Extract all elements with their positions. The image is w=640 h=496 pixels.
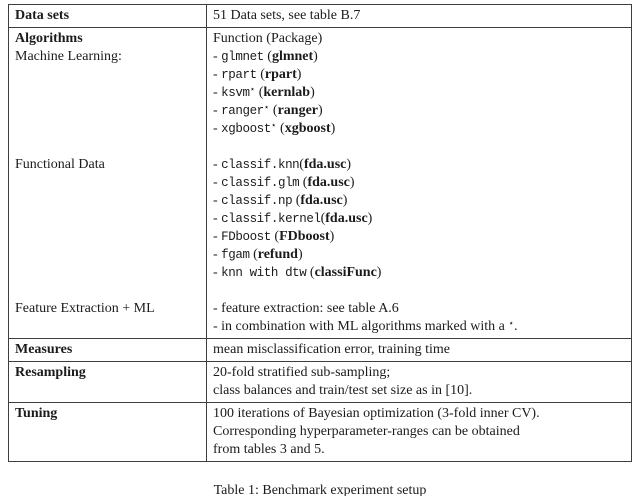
text-line (213, 84, 625, 102)
row-content-cell-measures (207, 339, 632, 362)
text-segment: Function (Package) (213, 31, 323, 46)
text-segment: ) (330, 121, 336, 136)
package-name: fda.usc (307, 175, 350, 190)
function-name: classif.np (221, 194, 293, 208)
text-segment: ( (276, 121, 285, 136)
text-line (15, 84, 200, 102)
text-line (15, 120, 200, 138)
text-segment: ⋆ (249, 84, 256, 94)
text-segment: ( (299, 175, 308, 190)
row-label-cell-resampling (9, 362, 207, 403)
text-line (15, 192, 200, 210)
text-segment: - (213, 157, 222, 172)
text-line (213, 441, 625, 459)
text-segment: - (213, 67, 222, 82)
text-segment: ⋆ (263, 102, 270, 112)
text-segment: - in combination with ML algorithms marked with a (213, 319, 509, 334)
table-body (9, 5, 632, 462)
text-line (213, 210, 625, 228)
function-name: classif.kernel (221, 212, 321, 226)
text-line (213, 382, 625, 400)
benchmark-setup-table (8, 4, 632, 462)
text-segment: ( (292, 193, 301, 208)
row-label-cell-data-sets (9, 5, 207, 28)
text-segment: - (213, 85, 222, 100)
text-line (15, 102, 200, 120)
text-line (213, 423, 625, 441)
text-segment: ) (342, 193, 348, 208)
text-line: Feature Extraction + ML (15, 301, 155, 316)
text-segment: mean misclassification error, training time (213, 342, 450, 357)
function-name: FDboost (221, 230, 271, 244)
text-line (15, 318, 200, 336)
text-line (213, 30, 625, 48)
text-segment: - feature extraction: see table A.6 (213, 301, 399, 316)
row-content-cell-tuning (207, 403, 632, 462)
package-name: fda.usc (325, 211, 368, 226)
text-segment: Corresponding hyperparameter-ranges can be obtained (213, 424, 520, 439)
row-label-cell-algorithms (9, 28, 207, 339)
package-name: rpart (264, 67, 297, 82)
text-segment: ) (297, 247, 303, 262)
table-row-resampling (9, 362, 632, 403)
row-content-cell-resampling (207, 362, 632, 403)
text-line (213, 102, 625, 120)
text-line (213, 7, 625, 25)
text-segment: - (213, 103, 222, 118)
row-content-cell-data-sets (207, 5, 632, 28)
row-label-cell-tuning (9, 403, 207, 462)
function-name: xgboost (221, 122, 271, 136)
package-name: fda.usc (303, 157, 347, 172)
text-segment: ) (367, 211, 373, 226)
text-line (15, 282, 200, 300)
text-segment: ( (306, 265, 315, 280)
text-line (15, 246, 200, 264)
text-segment: ( (249, 247, 258, 262)
text-segment: ( (270, 229, 280, 244)
function-name: glmnet (221, 50, 264, 64)
text-line (213, 156, 625, 174)
text-line (15, 423, 200, 441)
function-name: rpart (221, 68, 257, 82)
text-segment: 51 Data sets, see table B.7 (213, 8, 361, 23)
text-line: Data sets (15, 8, 70, 23)
text-segment: ) (296, 67, 302, 82)
text-segment: ) (346, 157, 352, 172)
text-line: Algorithms (15, 31, 83, 46)
text-line (15, 174, 200, 192)
package-name: FDboost (279, 229, 330, 244)
text-line (213, 300, 625, 318)
text-line (213, 66, 625, 84)
function-name: ranger (221, 104, 264, 118)
package-name: xgboost (284, 121, 331, 136)
table-row-tuning (9, 403, 632, 462)
table-row-algorithms (9, 28, 632, 339)
text-segment: - (213, 49, 222, 64)
package-name: refund (257, 247, 298, 262)
row-content-cell-algorithms (207, 28, 632, 339)
text-line (213, 174, 625, 192)
function-name: classif.glm (221, 176, 300, 190)
table-row-measures (9, 339, 632, 362)
text-segment: ) (376, 265, 382, 280)
text-segment: ( (255, 85, 264, 100)
text-segment: ⋆ (508, 318, 515, 328)
text-segment: ) (329, 229, 335, 244)
text-segment: class balances and train/test set size as in [10]. (213, 383, 473, 398)
text-segment: ( (256, 67, 265, 82)
text-segment: ⋆ (270, 120, 277, 130)
text-segment: - (213, 175, 222, 190)
text-line (213, 120, 625, 138)
text-line (213, 192, 625, 210)
text-line (213, 48, 625, 66)
package-name: fda.usc (300, 193, 343, 208)
text-line: Functional Data (15, 157, 105, 172)
text-segment: ) (313, 49, 318, 64)
package-name: classiFunc (314, 265, 377, 280)
function-name: knn with dtw (221, 266, 307, 280)
text-segment: ( (299, 157, 304, 172)
text-line (15, 210, 200, 228)
text-segment: - (213, 247, 222, 262)
table-caption: Table 1: Benchmark experiment setup (213, 483, 427, 496)
text-line: Tuning (15, 406, 58, 421)
text-line (213, 341, 625, 359)
text-line (213, 282, 625, 300)
function-name: ksvm (221, 86, 250, 100)
function-name: fgam (221, 248, 250, 262)
text-line (15, 138, 200, 156)
text-segment: ) (349, 175, 355, 190)
text-segment: ) (318, 103, 323, 118)
text-line (15, 382, 200, 400)
text-line (213, 246, 625, 264)
text-segment: 100 iterations of Bayesian optimization (3-fold inner CV). (213, 406, 540, 421)
text-segment: from tables 3 and 5. (213, 442, 325, 457)
text-segment: - (213, 121, 222, 136)
text-line (213, 228, 625, 246)
text-line (15, 228, 200, 246)
text-segment: 20-fold stratified sub-sampling; (213, 365, 391, 380)
package-name: kernlab (263, 85, 311, 100)
text-segment: - (213, 211, 222, 226)
text-line: Measures (15, 342, 73, 357)
text-segment: . (514, 319, 518, 334)
text-segment: ( (320, 211, 326, 226)
row-label-cell-measures (9, 339, 207, 362)
table-row-data-sets (9, 5, 632, 28)
text-segment: ( (269, 103, 278, 118)
text-segment: ) (310, 85, 315, 100)
text-line (213, 318, 625, 336)
text-line (15, 441, 200, 459)
text-line (213, 405, 625, 423)
text-line (15, 264, 200, 282)
text-line: Machine Learning: (15, 49, 122, 64)
text-line (213, 264, 625, 282)
text-segment: - (213, 229, 222, 244)
text-line (15, 66, 200, 84)
text-line (213, 138, 625, 156)
text-segment: - (213, 265, 222, 280)
package-name: glmnet (271, 49, 314, 64)
text-segment: - (213, 193, 222, 208)
text-line: Resampling (15, 365, 86, 380)
function-name: classif.knn (221, 158, 300, 172)
text-line (213, 364, 625, 382)
text-segment: ( (263, 49, 272, 64)
package-name: ranger (277, 103, 319, 118)
